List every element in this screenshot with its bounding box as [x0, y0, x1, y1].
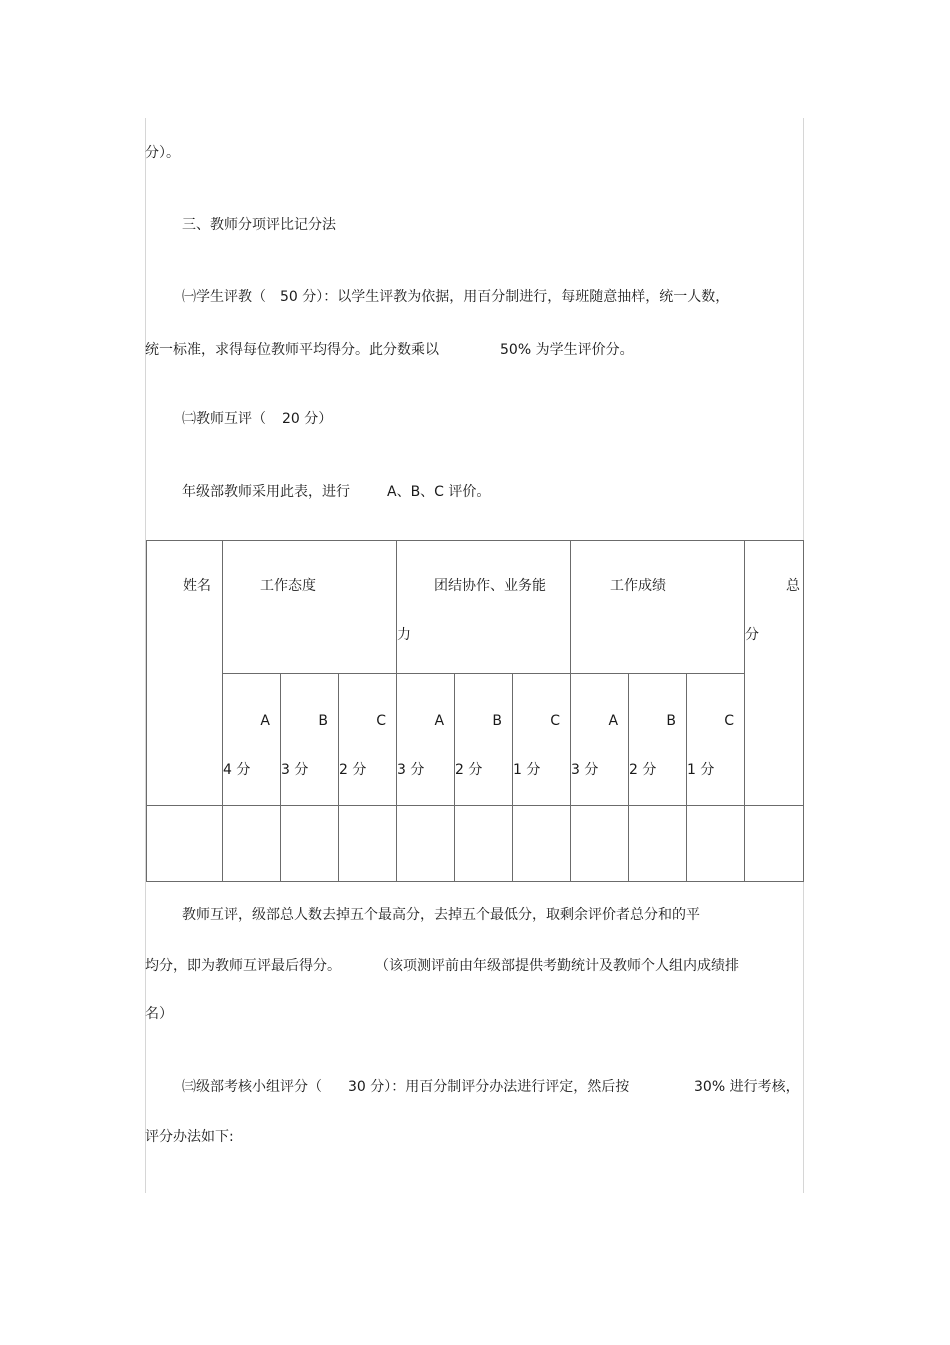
text-seg: 30 分）：用百分制评分办法进行评定，然后按 — [348, 1079, 630, 1095]
table-row — [147, 806, 804, 882]
grade-letter: B — [666, 713, 677, 729]
grade-cell — [629, 674, 687, 806]
header-total-cell — [745, 541, 804, 806]
header-total-wrap: 分 — [745, 627, 760, 643]
empty-cell — [513, 806, 571, 882]
text-seg: 统一标准，求得每位教师平均得分。此分数乘以 — [145, 342, 439, 358]
grade-cell — [513, 674, 571, 806]
grade-cell — [339, 674, 397, 806]
header-cooperation: 团结协作、业务能 — [434, 578, 547, 594]
peer-evaluation-table — [146, 540, 804, 882]
header-attitude-cell — [223, 541, 397, 674]
grade-letter: C — [550, 713, 561, 729]
grade-letter: C — [376, 713, 387, 729]
empty-cell — [147, 806, 223, 882]
grade-letter: B — [492, 713, 503, 729]
text-seg: ㈢级部考核小组评分（ — [182, 1079, 322, 1095]
grade-points: 2 分 — [455, 762, 483, 778]
empty-cell — [339, 806, 397, 882]
grade-cell — [397, 674, 455, 806]
grade-cell — [281, 674, 339, 806]
text-seg: A、B、C 评价。 — [387, 484, 491, 500]
empty-cell — [745, 806, 804, 882]
empty-cell — [571, 806, 629, 882]
text-seg: 均分，即为教师互评最后得分。 — [145, 958, 341, 974]
grade-letter: A — [260, 713, 270, 729]
grade-letter: A — [434, 713, 445, 729]
grade-letter: A — [608, 713, 619, 729]
grade-cell — [455, 674, 513, 806]
text-seg: ㈡教师互评（ — [182, 411, 266, 427]
header-performance: 工作成绩 — [610, 578, 667, 594]
grade-points: 2 分 — [339, 762, 367, 778]
empty-cell — [455, 806, 513, 882]
header-total: 总 — [786, 578, 801, 594]
grade-cell — [571, 674, 629, 806]
text-line: 分）。 — [145, 145, 180, 161]
grade-points: 1 分 — [513, 762, 541, 778]
grade-points: 2 分 — [629, 762, 657, 778]
grade-points: 3 分 — [397, 762, 425, 778]
empty-cell — [281, 806, 339, 882]
paragraph-after-table: 教师互评，级部总人数去掉五个最高分，去掉五个最低分，取剩余评价者总分和的平 — [182, 907, 700, 923]
grade-cell — [223, 674, 281, 806]
grade-letter: C — [724, 713, 735, 729]
header-performance-cell — [571, 541, 745, 674]
header-cooperation-cell — [397, 541, 571, 674]
empty-cell — [397, 806, 455, 882]
grade-points: 3 分 — [281, 762, 309, 778]
paragraph-after-table-3: 名） — [145, 1006, 173, 1022]
grade-cell — [687, 674, 745, 806]
header-attitude: 工作态度 — [260, 578, 316, 594]
text-seg: 30% 进行考核， — [694, 1079, 800, 1095]
paragraph-item-3-cont: 评分办法如下: — [145, 1129, 234, 1145]
text-seg: ㈠学生评教（ — [182, 289, 266, 305]
grade-points: 1 分 — [687, 762, 715, 778]
header-name: 姓名 — [183, 578, 211, 594]
text-seg: 50 分）：以学生评教为依据，用百分制进行，每班随意抽样，统一人数， — [280, 289, 730, 305]
grade-points: 4 分 — [223, 762, 251, 778]
header-cooperation-wrap: 力 — [397, 627, 412, 643]
grade-points: 3 分 — [571, 762, 599, 778]
text-seg: 年级部教师采用此表，进行 — [182, 484, 350, 500]
text-seg: （该项测评前由年级部提供考勤统计及教师个人组内成绩排 — [375, 958, 739, 974]
section-heading: 三、教师分项评比记分法 — [182, 217, 336, 233]
text-seg: 50% 为学生评价分。 — [500, 342, 634, 358]
empty-cell — [687, 806, 745, 882]
empty-cell — [223, 806, 281, 882]
empty-cell — [629, 806, 687, 882]
text-seg: 20 分） — [282, 411, 333, 427]
header-name-cell — [147, 541, 223, 806]
grade-letter: B — [318, 713, 328, 729]
